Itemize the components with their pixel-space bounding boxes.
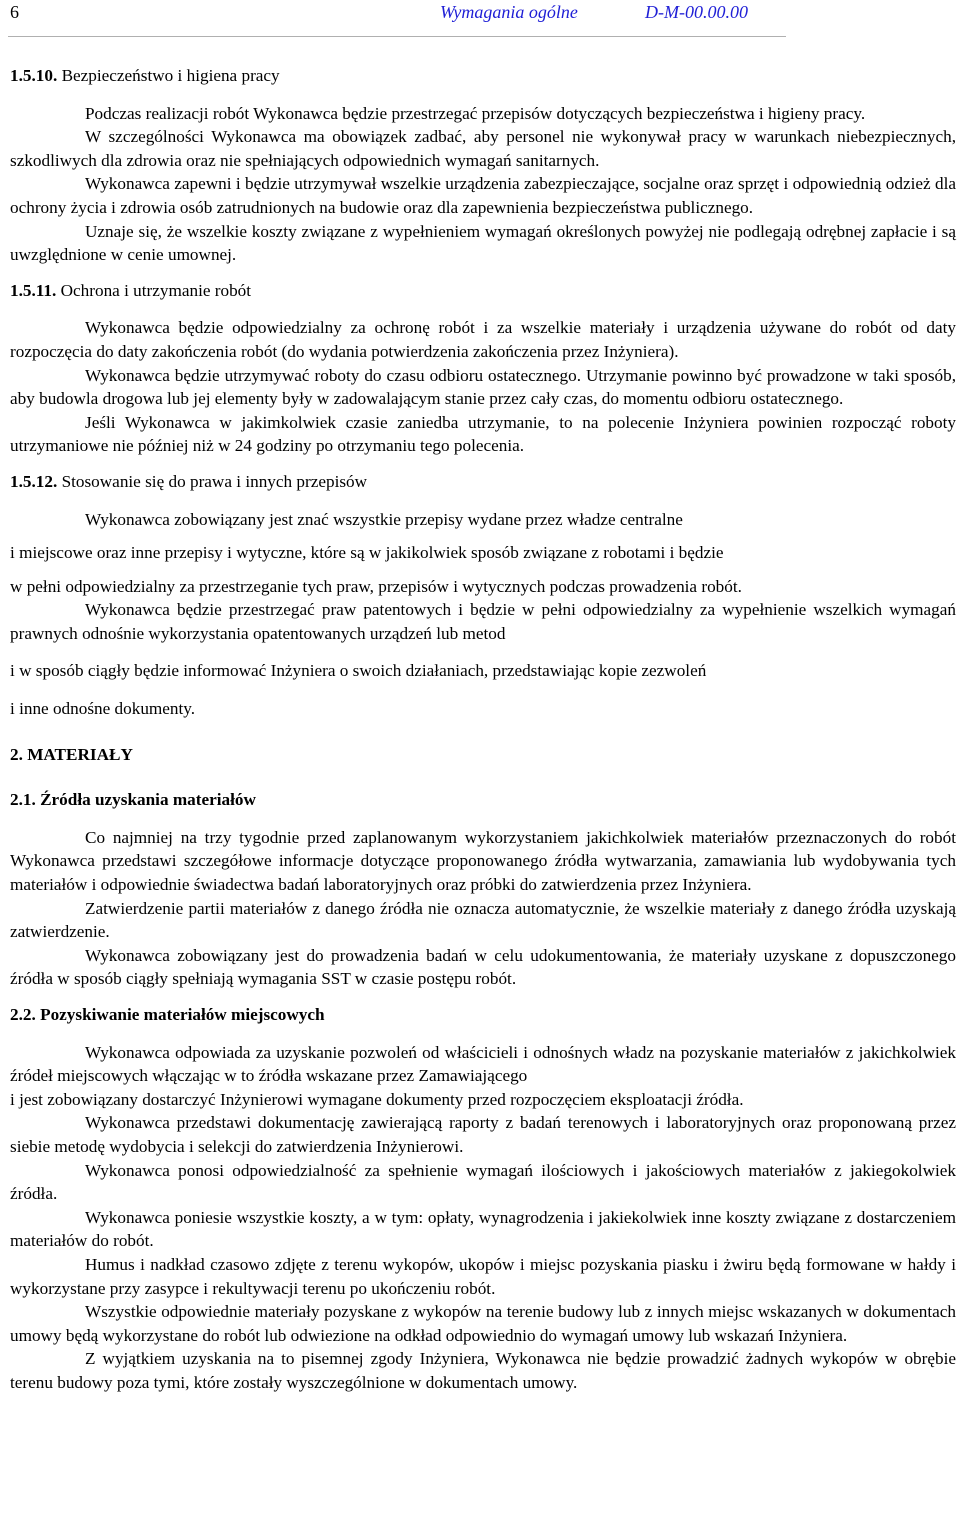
paragraph: W szczególności Wykonawca ma obowiązek zadbać, aby personel nie wykonywał pracy w warunkach niebezpiecznych, szkodliwych dla zdrowia oraz nie spełniających odpowiednich wymagań sanitarnych. [10,127,956,170]
paragraph: Wykonawca zapewni i będzie utrzymywał wszelkie urządzenia zabezpieczające, socjalne oraz sprzęt i odpowiednią odzież dla ochrony życia i zdrowia osób zatrudnionych na budowie oraz dla zapewnienia bezpieczeństwa publicznego. [10,174,956,217]
header-code: D-M-00.00.00 [645,2,748,22]
paragraph: Wykonawca poniesie wszystkie koszty, a w tym: opłaty, wynagrodzenia i jakiekolwiek inne koszty związane z dostarczeniem materiałów do robót. [10,1207,956,1251]
chapter-heading-materialy: 2. MATERIAŁY [10,744,133,764]
paragraph: Wykonawca będzie odpowiedzialny za ochronę robót i za wszelkie materiały i urządzenia używane do robót od daty rozpoczęcia do daty zakończenia robót (do wydania potwierdzenia zakończenia przez Inżyniera). [10,318,956,361]
paragraph: i w sposób ciągły będzie informować Inżyniera o swoich działaniach, przedstawiając kopie zezwoleń [10,661,707,681]
paragraph: Wykonawca zobowiązany jest znać wszystkie przepisy wydane przez władze centralne [85,509,683,529]
paragraph: Jeśli Wykonawca w jakimkolwiek czasie zaniedba utrzymanie, to na polecenie Inżyniera powinien rozpocząć roboty utrzymaniowe nie później niż w 24 godziny po otrzymaniu tego polecenia. [10,412,956,456]
page-header [8,2,788,24]
paragraph: Zatwierdzenie partii materiałów z danego źródła nie oznacza automatycznie, że wszelkie materiały z danego źródła uzyskają zatwierdzenie. [10,898,956,942]
section-heading-1-5-12: 1.5.12. Stosowanie się do prawa i innych przepisów [10,471,368,491]
paragraph: Uznaje się, że wszelkie koszty związane z wypełnieniem wymagań określonych powyżej nie podlegają odrębnej zapłacie i są uwzględnione w cenie umownej. [10,221,956,265]
paragraph: Wykonawca będzie przestrzegać praw patentowych i będzie w pełni odpowiedzialny za wypełnienie wszelkich wymagań prawnych odnośnie wykorzystania opatentowanych urządzeń lub metod [10,600,956,643]
header-title: Wymagania ogólne [440,2,578,22]
paragraph: i inne odnośne dokumenty. [10,699,196,719]
section-heading-1-5-11: 1.5.11. Ochrona i utrzymanie robót [10,280,252,300]
header-divider [8,36,786,37]
paragraph: Podczas realizacji robót Wykonawca będzie przestrzegać przepisów dotyczących bezpieczeństwa i higieny pracy. [85,103,866,123]
section-heading-2-1: 2.1. Źródła uzyskania materiałów [10,790,256,810]
paragraph: Wykonawca odpowiada za uzyskanie pozwoleń od właścicieli i odnośnych władz na pozyskanie materiałów z jakichkolwiek źródeł miejscowych włączając w to źródła wskazane przez Zamawiającego [10,1042,956,1086]
paragraph: Wykonawca przedstawi dokumentację zawierającą raporty z badań terenowych i laboratoryjnych oraz proponowaną przez siebie metodę wydobycia i selekcji do zatwierdzenia Inżynierowi. [10,1113,956,1156]
paragraph: Co najmniej na trzy tygodnie przed zaplanowanym wykorzystaniem jakichkolwiek materiałów przeznaczonych do robót Wykonawca przedstawi szczegółowe informacje dotyczące proponowanego źródła wytwarzania, zamawiania lub wydobywania tych materiałów i odpowiednie świadectwa badań laboratoryjnych oraz próbki do zatwierdzenia przez Inżyniera. [10,827,956,895]
paragraph: Z wyjątkiem uzyskania na to pisemnej zgody Inżyniera, Wykonawca nie będzie prowadzić żadnych wykopów w obrębie terenu budowy poza tymi, które zostały wyszczególnione w dokumentach umowy. [10,1349,956,1392]
paragraph: Wykonawca zobowiązany jest do prowadzenia badań w celu udokumentowania, że materiały uzyskane z dopuszczonego źródła w sposób ciągły spełniają wymagania SST w czasie postępu robót. [10,945,956,989]
paragraph: w pełni odpowiedzialny za przestrzeganie tych praw, przepisów i wytycznych podczas prowadzenia robót. [10,576,742,596]
section-heading-1-5-10: 1.5.10. Bezpieczeństwo i higiena pracy [10,66,280,85]
paragraph: i jest zobowiązany dostarczyć Inżynierowi wymagane dokumenty przed rozpoczęciem eksploatacji źródła. [10,1089,744,1109]
paragraph: Humus i nadkład czasowo zdjęte z terenu wykopów, ukopów i miejsc pozyskania piasku i żwiru będą formowane w hałdy i wykorzystane przy zasypce i rekultywacji terenu po ukończeniu robót. [10,1254,956,1298]
section-heading-2-2: 2.2. Pozyskiwanie materiałów miejscowych [10,1005,325,1024]
paragraph: Wykonawca ponosi odpowiedzialność za spełnienie wymagań ilościowych i jakościowych materiałów z jakiegokolwiek źródła. [10,1160,956,1204]
document-body [10,64,956,1395]
paragraph: Wykonawca będzie utrzymywać roboty do czasu odbioru ostatecznego. Utrzymanie powinno być prowadzone w taki sposób, aby budowla drogowa lub jej elementy były w zadowalającym stanie przez cały czas, do momentu odbioru ostatecznego. [10,365,956,409]
paragraph: Wszystkie odpowiednie materiały pozyskane z wykopów na terenie budowy lub z innych miejsc wskazanych w dokumentach umowy będą wykorzystane do robót lub odwiezione na odkład odpowiednio do wymagań umowy lub wskazań Inżyniera. [10,1302,956,1345]
page-number: 6 [10,2,19,22]
paragraph: i miejscowe oraz inne przepisy i wytyczne, które są w jakikolwiek sposób związane z robotami i będzie [10,543,724,563]
